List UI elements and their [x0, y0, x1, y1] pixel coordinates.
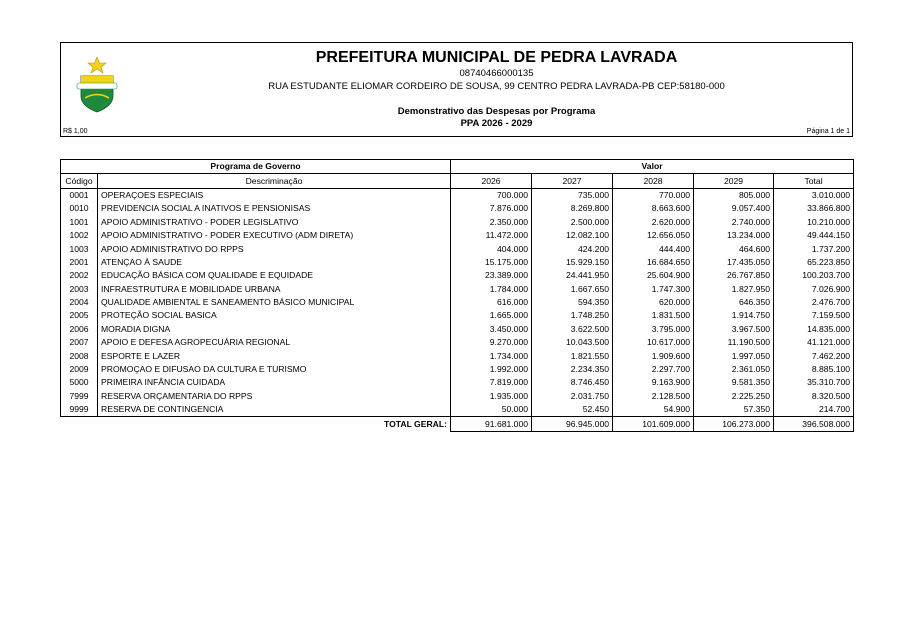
table-row: [61, 403, 854, 417]
cell-2029: 57.350: [694, 403, 774, 417]
cell-total: 33.866.800: [774, 202, 854, 215]
cell-2027: 24.441.950: [532, 269, 613, 282]
cell-2028: 54.900: [613, 403, 694, 417]
cell-2027: 2.234.350: [532, 363, 613, 376]
cell-2028: 12.656.050: [613, 229, 694, 242]
cell-description: APOIO ADMINISTRATIVO DO RPPS: [98, 242, 451, 255]
cell-2028: 8.663.600: [613, 202, 694, 215]
cell-2028: 25.604.900: [613, 269, 694, 282]
cell-code: 1003: [61, 242, 98, 255]
cell-total: 1.737.200: [774, 242, 854, 255]
table-row: [61, 188, 854, 202]
page-number: Página 1 de 1: [806, 128, 850, 135]
cell-description: APOIO ADMINISTRATIVO - PODER LEGISLATIVO: [98, 216, 451, 229]
cell-2027: 1.821.550: [532, 349, 613, 362]
table-row: [61, 363, 854, 376]
group-header-value: Valor: [451, 160, 854, 174]
cell-2026: 1.935.000: [451, 390, 532, 403]
column-header-2029: 2029: [694, 174, 774, 188]
cell-total: 14.835.000: [774, 323, 854, 336]
table-row: [61, 242, 854, 255]
cell-2026: 404.000: [451, 242, 532, 255]
table-body: [61, 188, 854, 417]
expenses-table: [60, 159, 854, 432]
cell-2029: 2.740.000: [694, 216, 774, 229]
table-row: [61, 336, 854, 349]
cell-2028: 2.620.000: [613, 216, 694, 229]
cell-2027: 424.200: [532, 242, 613, 255]
cell-description: APOIO E DEFESA AGROPECUÁRIA REGIONAL: [98, 336, 451, 349]
cell-2029: 2.361.050: [694, 363, 774, 376]
cell-total: 65.223.850: [774, 256, 854, 269]
cell-2029: 9.057.400: [694, 202, 774, 215]
cell-2029: 805.000: [694, 188, 774, 202]
table-group-header: [61, 160, 854, 174]
cell-2028: 2.128.500: [613, 390, 694, 403]
cell-description: APOIO ADMINISTRATIVO - PODER EXECUTIVO (ADM DIRETA): [98, 229, 451, 242]
cell-2028: 770.000: [613, 188, 694, 202]
cell-2029: 17.435.050: [694, 256, 774, 269]
column-header-description: Descriminação: [98, 174, 451, 188]
cell-2026: 1.784.000: [451, 283, 532, 296]
cell-description: INFRAESTRUTURA E MOBILIDADE URBANA: [98, 283, 451, 296]
totals-spacer: [61, 417, 98, 431]
cell-total: 8.885.100: [774, 363, 854, 376]
cell-description: PREVIDENCIA SOCIAL A INATIVOS E PENSIONISAS: [98, 202, 451, 215]
cell-code: 2004: [61, 296, 98, 309]
cell-total: 49.444.150: [774, 229, 854, 242]
cell-code: 1001: [61, 216, 98, 229]
cell-2026: 11.472.000: [451, 229, 532, 242]
table-row: [61, 202, 854, 215]
cell-description: PROMOÇAO E DIFUSAO DA CULTURA E TURISMO: [98, 363, 451, 376]
cell-2029: 9.581.350: [694, 376, 774, 389]
cell-total: 7.159.500: [774, 309, 854, 322]
column-header-total: Total: [774, 174, 854, 188]
cell-code: 2007: [61, 336, 98, 349]
cell-code: 2003: [61, 283, 98, 296]
cell-description: RESERVA ORÇAMENTARIA DO RPPS: [98, 390, 451, 403]
cell-code: 2001: [61, 256, 98, 269]
cell-2026: 700.000: [451, 188, 532, 202]
cell-total: 35.310.700: [774, 376, 854, 389]
cell-2027: 1.748.250: [532, 309, 613, 322]
cell-code: 0001: [61, 188, 98, 202]
cell-total: 41.121.000: [774, 336, 854, 349]
column-header-2027: 2027: [532, 174, 613, 188]
cell-2029: 1.827.950: [694, 283, 774, 296]
cell-2028: 1.831.500: [613, 309, 694, 322]
cell-2026: 7.876.000: [451, 202, 532, 215]
cell-2027: 12.082.100: [532, 229, 613, 242]
cell-2029: 1.914.750: [694, 309, 774, 322]
cell-description: RESERVA DE CONTINGENCIA: [98, 403, 451, 417]
cell-2026: 2.350.000: [451, 216, 532, 229]
group-header-program: Programa de Governo: [61, 160, 451, 174]
cell-2026: 50.000: [451, 403, 532, 417]
cell-description: PROTEÇÃO SOCIAL BASICA: [98, 309, 451, 322]
cell-2027: 8.269.800: [532, 202, 613, 215]
cell-2028: 1.747.300: [613, 283, 694, 296]
cell-2029: 1.997.050: [694, 349, 774, 362]
cell-2029: 13.234.000: [694, 229, 774, 242]
cell-2027: 2.500.000: [532, 216, 613, 229]
cell-2028: 3.795.000: [613, 323, 694, 336]
cell-code: 5000: [61, 376, 98, 389]
cell-description: ATENÇAO À SAUDE: [98, 256, 451, 269]
column-header-2028: 2028: [613, 174, 694, 188]
cell-total: 2.476.700: [774, 296, 854, 309]
table-row: [61, 323, 854, 336]
cell-description: OPERAÇOES ESPECIAIS: [98, 188, 451, 202]
cell-2029: 26.767.850: [694, 269, 774, 282]
cell-2026: 1.734.000: [451, 349, 532, 362]
cell-code: 2009: [61, 363, 98, 376]
cell-2026: 23.389.000: [451, 269, 532, 282]
cell-2026: 1.992.000: [451, 363, 532, 376]
cell-2028: 9.163.900: [613, 376, 694, 389]
table-row: [61, 390, 854, 403]
cell-2028: 2.297.700: [613, 363, 694, 376]
column-header-2026: 2026: [451, 174, 532, 188]
cell-2027: 10.043.500: [532, 336, 613, 349]
cell-2027: 1.667.650: [532, 283, 613, 296]
cell-2028: 620.000: [613, 296, 694, 309]
cell-2029: 3.967.500: [694, 323, 774, 336]
cell-2029: 11.190.500: [694, 336, 774, 349]
cell-2026: 15.175.000: [451, 256, 532, 269]
cell-total: 8.320.500: [774, 390, 854, 403]
cell-2026: 616.000: [451, 296, 532, 309]
cell-2027: 15.929.150: [532, 256, 613, 269]
cnpj-number: 08740466000135: [459, 68, 534, 79]
cell-description: MORADIA DIGNA: [98, 323, 451, 336]
total-2028: 101.609.000: [613, 417, 694, 431]
cell-2027: 594.350: [532, 296, 613, 309]
table-row: [61, 309, 854, 322]
cell-2026: 7.819.000: [451, 376, 532, 389]
cell-2027: 735.000: [532, 188, 613, 202]
report-title: Demonstrativo das Despesas por Programa: [397, 106, 596, 117]
cell-total: 10.210.000: [774, 216, 854, 229]
cell-description: ESPORTE E LAZER: [98, 349, 451, 362]
table-row: [61, 349, 854, 362]
cell-code: 2002: [61, 269, 98, 282]
cell-total: 7.026.900: [774, 283, 854, 296]
cell-code: 0010: [61, 202, 98, 215]
totals-label: TOTAL GERAL:: [98, 417, 451, 431]
total-2027: 96.945.000: [532, 417, 613, 431]
cell-2028: 16.684.650: [613, 256, 694, 269]
table-row: [61, 283, 854, 296]
report-header: [60, 42, 853, 137]
cell-2029: 646.350: [694, 296, 774, 309]
total-overall: 396.508.000: [774, 417, 854, 431]
column-header-code: Código: [61, 174, 98, 188]
cell-code: 1002: [61, 229, 98, 242]
cell-total: 100.203.700: [774, 269, 854, 282]
cell-total: 7.462.200: [774, 349, 854, 362]
cell-2027: 52.450: [532, 403, 613, 417]
cell-2029: 464.600: [694, 242, 774, 255]
cell-code: 2005: [61, 309, 98, 322]
cell-total: 3.010.000: [774, 188, 854, 202]
table-row: [61, 296, 854, 309]
table-row: [61, 269, 854, 282]
cell-2026: 9.270.000: [451, 336, 532, 349]
cell-description: PRIMEIRA INFÂNCIA CUIDADA: [98, 376, 451, 389]
cell-2028: 10.617.000: [613, 336, 694, 349]
cell-2026: 1.665.000: [451, 309, 532, 322]
total-2026: 91.681.000: [451, 417, 532, 431]
cell-2028: 1.909.600: [613, 349, 694, 362]
report-period: PPA 2026 - 2029: [460, 118, 533, 129]
cell-code: 2008: [61, 349, 98, 362]
page-title: PREFEITURA MUNICIPAL DE PEDRA LAVRADA: [315, 49, 678, 66]
cell-code: 7999: [61, 390, 98, 403]
table-row: [61, 256, 854, 269]
totals-row: [61, 417, 854, 431]
table-row: [61, 376, 854, 389]
cell-code: 2006: [61, 323, 98, 336]
currency-unit: R$ 1,00: [63, 128, 88, 135]
cell-2027: 2.031.750: [532, 390, 613, 403]
cell-description: QUALIDADE AMBIENTAL E SANEAMENTO BÁSICO MUNICIPAL: [98, 296, 451, 309]
cell-total: 214.700: [774, 403, 854, 417]
cell-2028: 444.400: [613, 242, 694, 255]
cell-2027: 3.622.500: [532, 323, 613, 336]
cell-code: 9999: [61, 403, 98, 417]
table-column-header: [61, 174, 854, 188]
cell-2029: 2.225.250: [694, 390, 774, 403]
total-2029: 106.273.000: [694, 417, 774, 431]
cell-2027: 8.746.450: [532, 376, 613, 389]
table-row: [61, 229, 854, 242]
table-row: [61, 216, 854, 229]
cell-description: EDUCAÇÃO BÁSICA COM QUALIDADE E EQUIDADE: [98, 269, 451, 282]
address: RUA ESTUDANTE ELIOMAR CORDEIRO DE SOUSA, 99 CENTRO PEDRA LAVRADA-PB CEP:58180-000: [268, 81, 725, 92]
cell-2026: 3.450.000: [451, 323, 532, 336]
